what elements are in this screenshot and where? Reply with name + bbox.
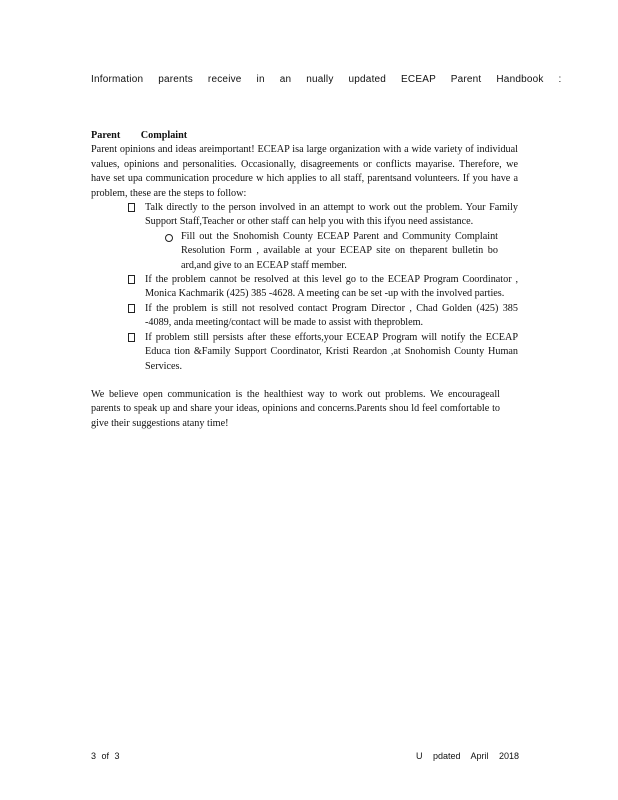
handbook-header: Information parents receive in an nually updated ECEAP Parent Handbook : — [91, 74, 562, 85]
section-title: Parent Complaint — [91, 130, 188, 141]
step-text: If the problem cannot be resolved at this level go to the ECEAP Program Coordinator , Monica Kachmarik (425) 385 -4628. A meeting can be set -up with the involved parties. — [145, 274, 518, 300]
circle-bullet-icon — [165, 234, 173, 242]
step-item — [91, 201, 518, 273]
page-number: 3 of 3 — [91, 751, 120, 761]
step-item — [91, 302, 518, 331]
step-text: If the problem is still not resolved contact Program Director , Chad Golden (425) 385 -4089, anda meeting/contact will be made to assist with theproblem. — [145, 302, 518, 329]
steps-list — [91, 201, 518, 374]
square-bullet-icon — [128, 275, 135, 284]
step-item — [91, 331, 518, 374]
substep-item — [145, 230, 518, 273]
step-text: If problem still persists after these efforts,your ECEAP Program will notify the ECEAP Educa tion &Family Support Coordinator, Kristi Reardon ,at Snohomish County Human Services. — [145, 331, 518, 372]
square-bullet-icon — [128, 333, 135, 342]
substeps-list — [145, 230, 518, 273]
intro-paragraph: Parent opinions and ideas areimportant! ECEAP isa large organization with a wide variety of individual values, opinions and personalities. Occasionally, disagreements or conflicts mayarise. Therefore, we have set upa communication procedure w hich applies to all staff, parentsand volunteers. If you have a problem, these are the steps to follow: — [91, 144, 518, 199]
substep-text: Fill out the Snohomish County ECEAP Parent and Community Complaint Resolution Form , available at your ECEAP site on theparent bulletin bo ard,and give to an ECEAP staff member. — [181, 230, 498, 271]
updated-date: U pdated April 2018 — [415, 751, 519, 761]
step-text: Talk directly to the person involved in an attempt to work out the problem. Your Family Support Staff,Teacher or other staff can help you with this ifyou need assistance. — [145, 202, 518, 228]
closing-paragraph: We believe open communication is the healthiest way to work out problems. We encourageall parents to speak up and share your ideas, opinions and concerns.Parents shou ld feel comfortable to give their suggestions atany time! — [91, 388, 500, 429]
square-bullet-icon — [128, 304, 135, 313]
step-item — [91, 273, 518, 302]
complaint-section — [91, 129, 518, 431]
square-bullet-icon — [128, 203, 135, 212]
